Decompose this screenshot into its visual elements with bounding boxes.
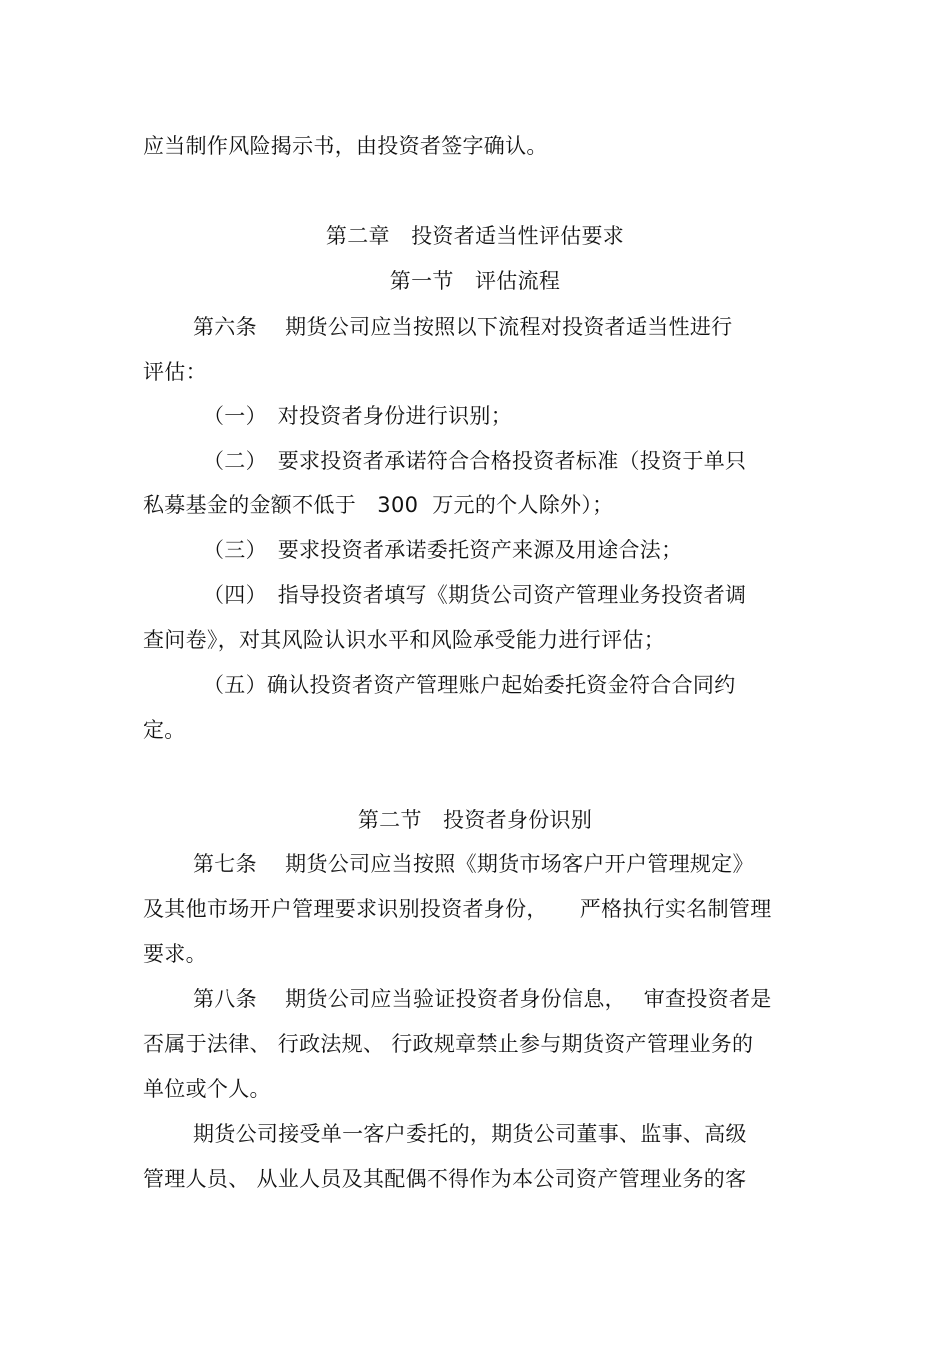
list-item: （二） 要求投资者承诺符合合格投资者标准（投资于单只 <box>203 449 747 473</box>
article-8-line: 否属于法律、 行政法规、 行政规章禁止参与期货资产管理业务的 <box>143 1032 754 1056</box>
list-item: （四） 指导投资者填写《期货公司资产管理业务投资者调 <box>203 583 747 607</box>
article-7-line: 及其他市场开户管理要求识别投资者身份， 严格执行实名制管理 <box>143 897 772 921</box>
list-item: （一） 对投资者身份进行识别； <box>203 404 512 428</box>
article-8-line: 单位或个人。 <box>143 1077 271 1101</box>
list-item: 私募基金的金额不低于 300 万元的个人除外）； <box>143 493 614 517</box>
chapter-heading: 第二章 投资者适当性评估要求 <box>325 224 625 248</box>
paragraph-line: 期货公司接受单一客户委托的，期货公司董事、监事、高级 <box>193 1122 747 1146</box>
list-item: 查问卷》，对其风险认识水平和风险承受能力进行评估； <box>143 628 665 652</box>
article-8-line: 第八条 期货公司应当验证投资者身份信息， 审查投资者是 <box>193 987 772 1011</box>
section-heading: 第二节 投资者身份识别 <box>357 808 593 832</box>
list-item: （五）确认投资者资产管理账户起始委托资金符合合同约 <box>203 673 736 697</box>
article-7-line: 第七条 期货公司应当按照《期货市场客户开户管理规定》 <box>193 852 754 876</box>
paragraph-line: 管理人员、 从业人员及其配偶不得作为本公司资产管理业务的客 <box>143 1167 747 1191</box>
article-7-line: 要求。 <box>143 942 207 966</box>
article-6-line: 第六条 期货公司应当按照以下流程对投资者适当性进行 <box>193 315 733 339</box>
list-item: （三） 要求投资者承诺委托资产来源及用途合法； <box>203 538 683 562</box>
list-item: 定。 <box>143 718 186 742</box>
section-heading: 第一节 评估流程 <box>389 269 561 293</box>
paragraph-line: 应当制作风险揭示书，由投资者签字确认。 <box>143 134 548 158</box>
article-6-line: 评估： <box>143 360 207 384</box>
